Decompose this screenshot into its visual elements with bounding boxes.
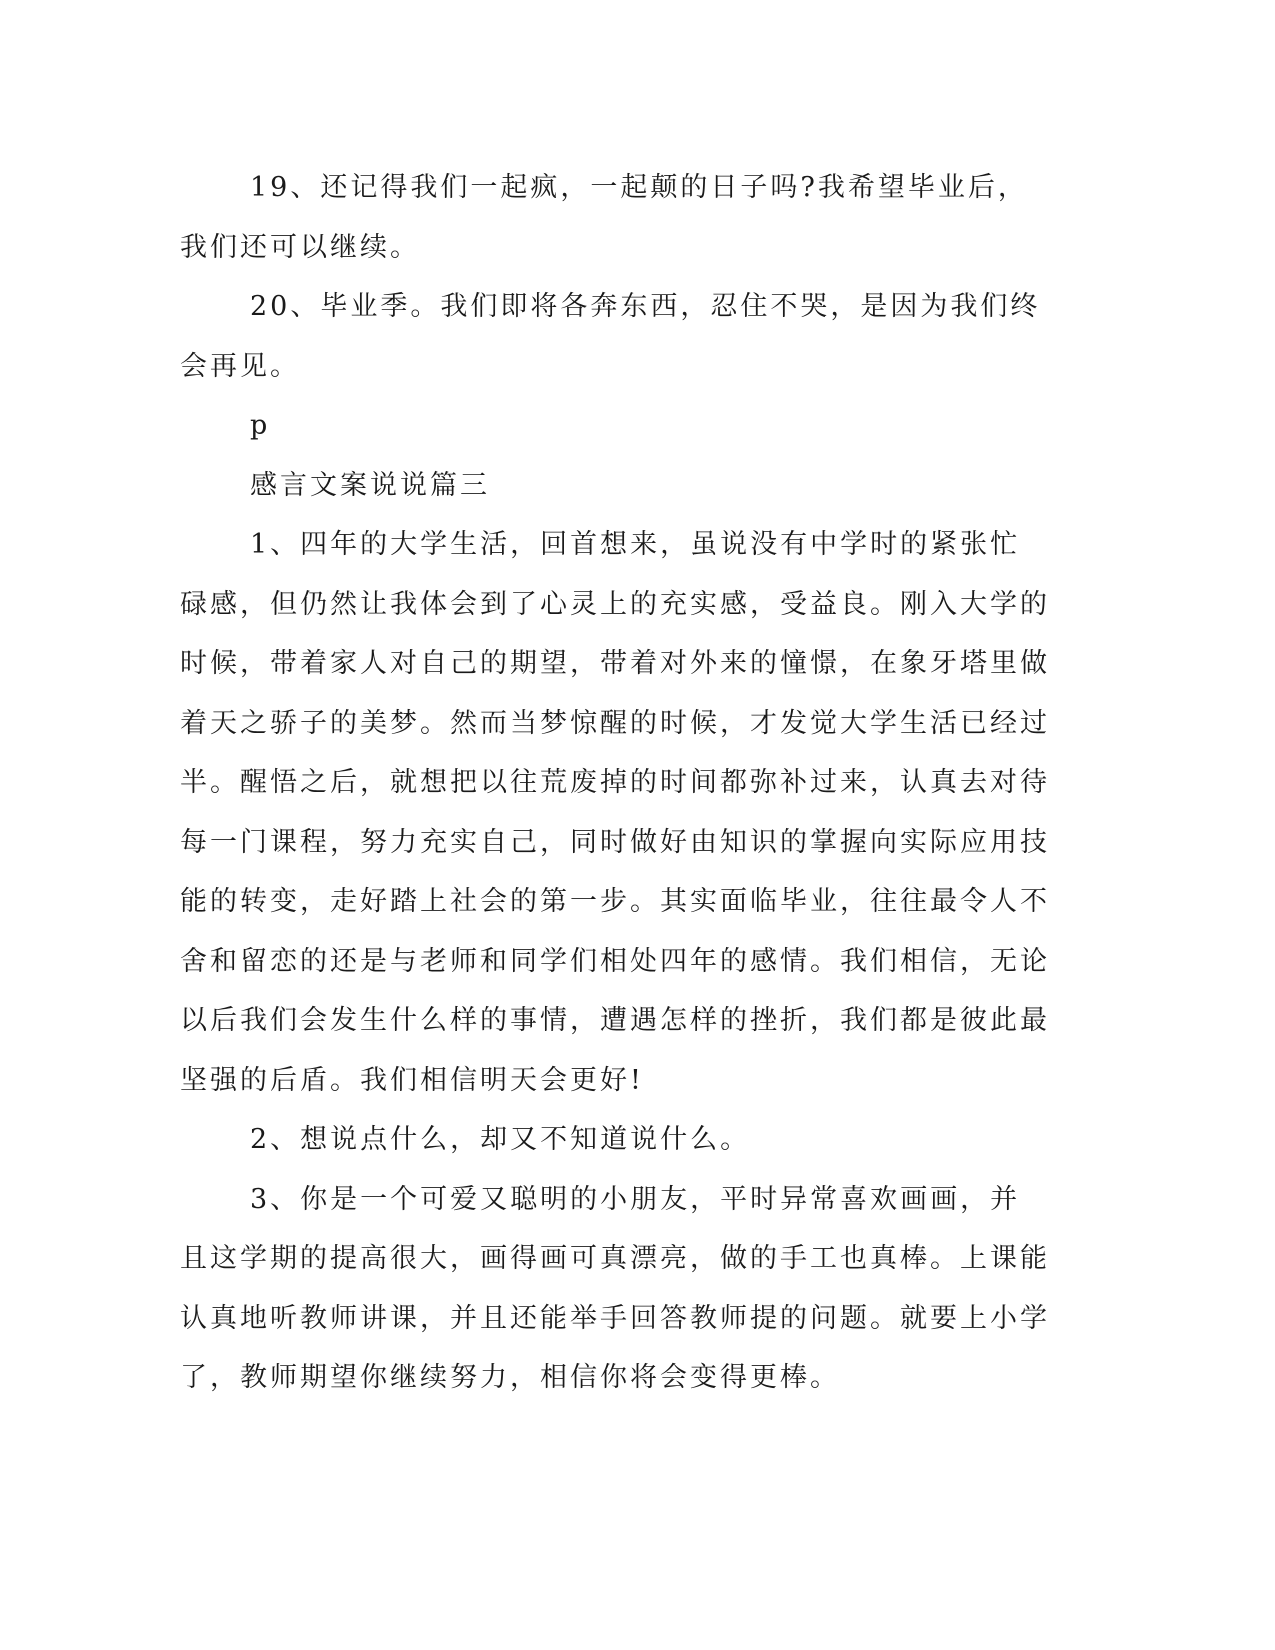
stray-letter-p: p <box>250 410 271 441</box>
paragraph-3: 3、你是一个可爱又聪明的小朋友，平时异常喜欢画画，并且这学期的提高很大，画得画可真漂亮，做的手工也真棒。上课能认真地听教师讲课，并且还能举手回答教师提的问题。就要上小学了，教师期望你继续努力，相信你将会变得更棒。 <box>180 1183 1050 1393</box>
paragraph-20: 20、毕业季。我们即将各奔东西，忍住不哭，是因为我们终会再见。 <box>180 291 1041 382</box>
paragraph-2: 2、想说点什么，却又不知道说什么。 <box>250 1124 751 1155</box>
section-heading: 感言文案说说篇三 <box>250 469 490 501</box>
paragraph-1: 1、四年的大学生活，回首想来，虽说没有中学时的紧张忙碌感，但仍然让我体会到了心灵上的充实感，受益良。刚入大学的时候，带着家人对自己的期望，带着对外来的憧憬，在象牙塔里做着天之骄子的美梦。然而当梦惊醒的时候，才发觉大学生活已经过半。醒悟之后，就想把以往荒废掉的时间都弥补过来，认真去对待每一门课程，努力充实自己，同时做好由知识的掌握向实际应用技能的转变，走好踏上社会的第一步。其实面临毕业，往往最令人不舍和留恋的还是与老师和同学们相处四年的感情。我们相信，无论以后我们会发生什么样的事情，遭遇怎样的挫折，我们都是彼此最坚强的后盾。我们相信明天会更好! <box>180 529 1050 1096</box>
document-body <box>180 158 1050 1408</box>
paragraph-19: 19、还记得我们一起疯，一起颠的日子吗?我希望毕业后，我们还可以继续。 <box>180 172 1028 263</box>
